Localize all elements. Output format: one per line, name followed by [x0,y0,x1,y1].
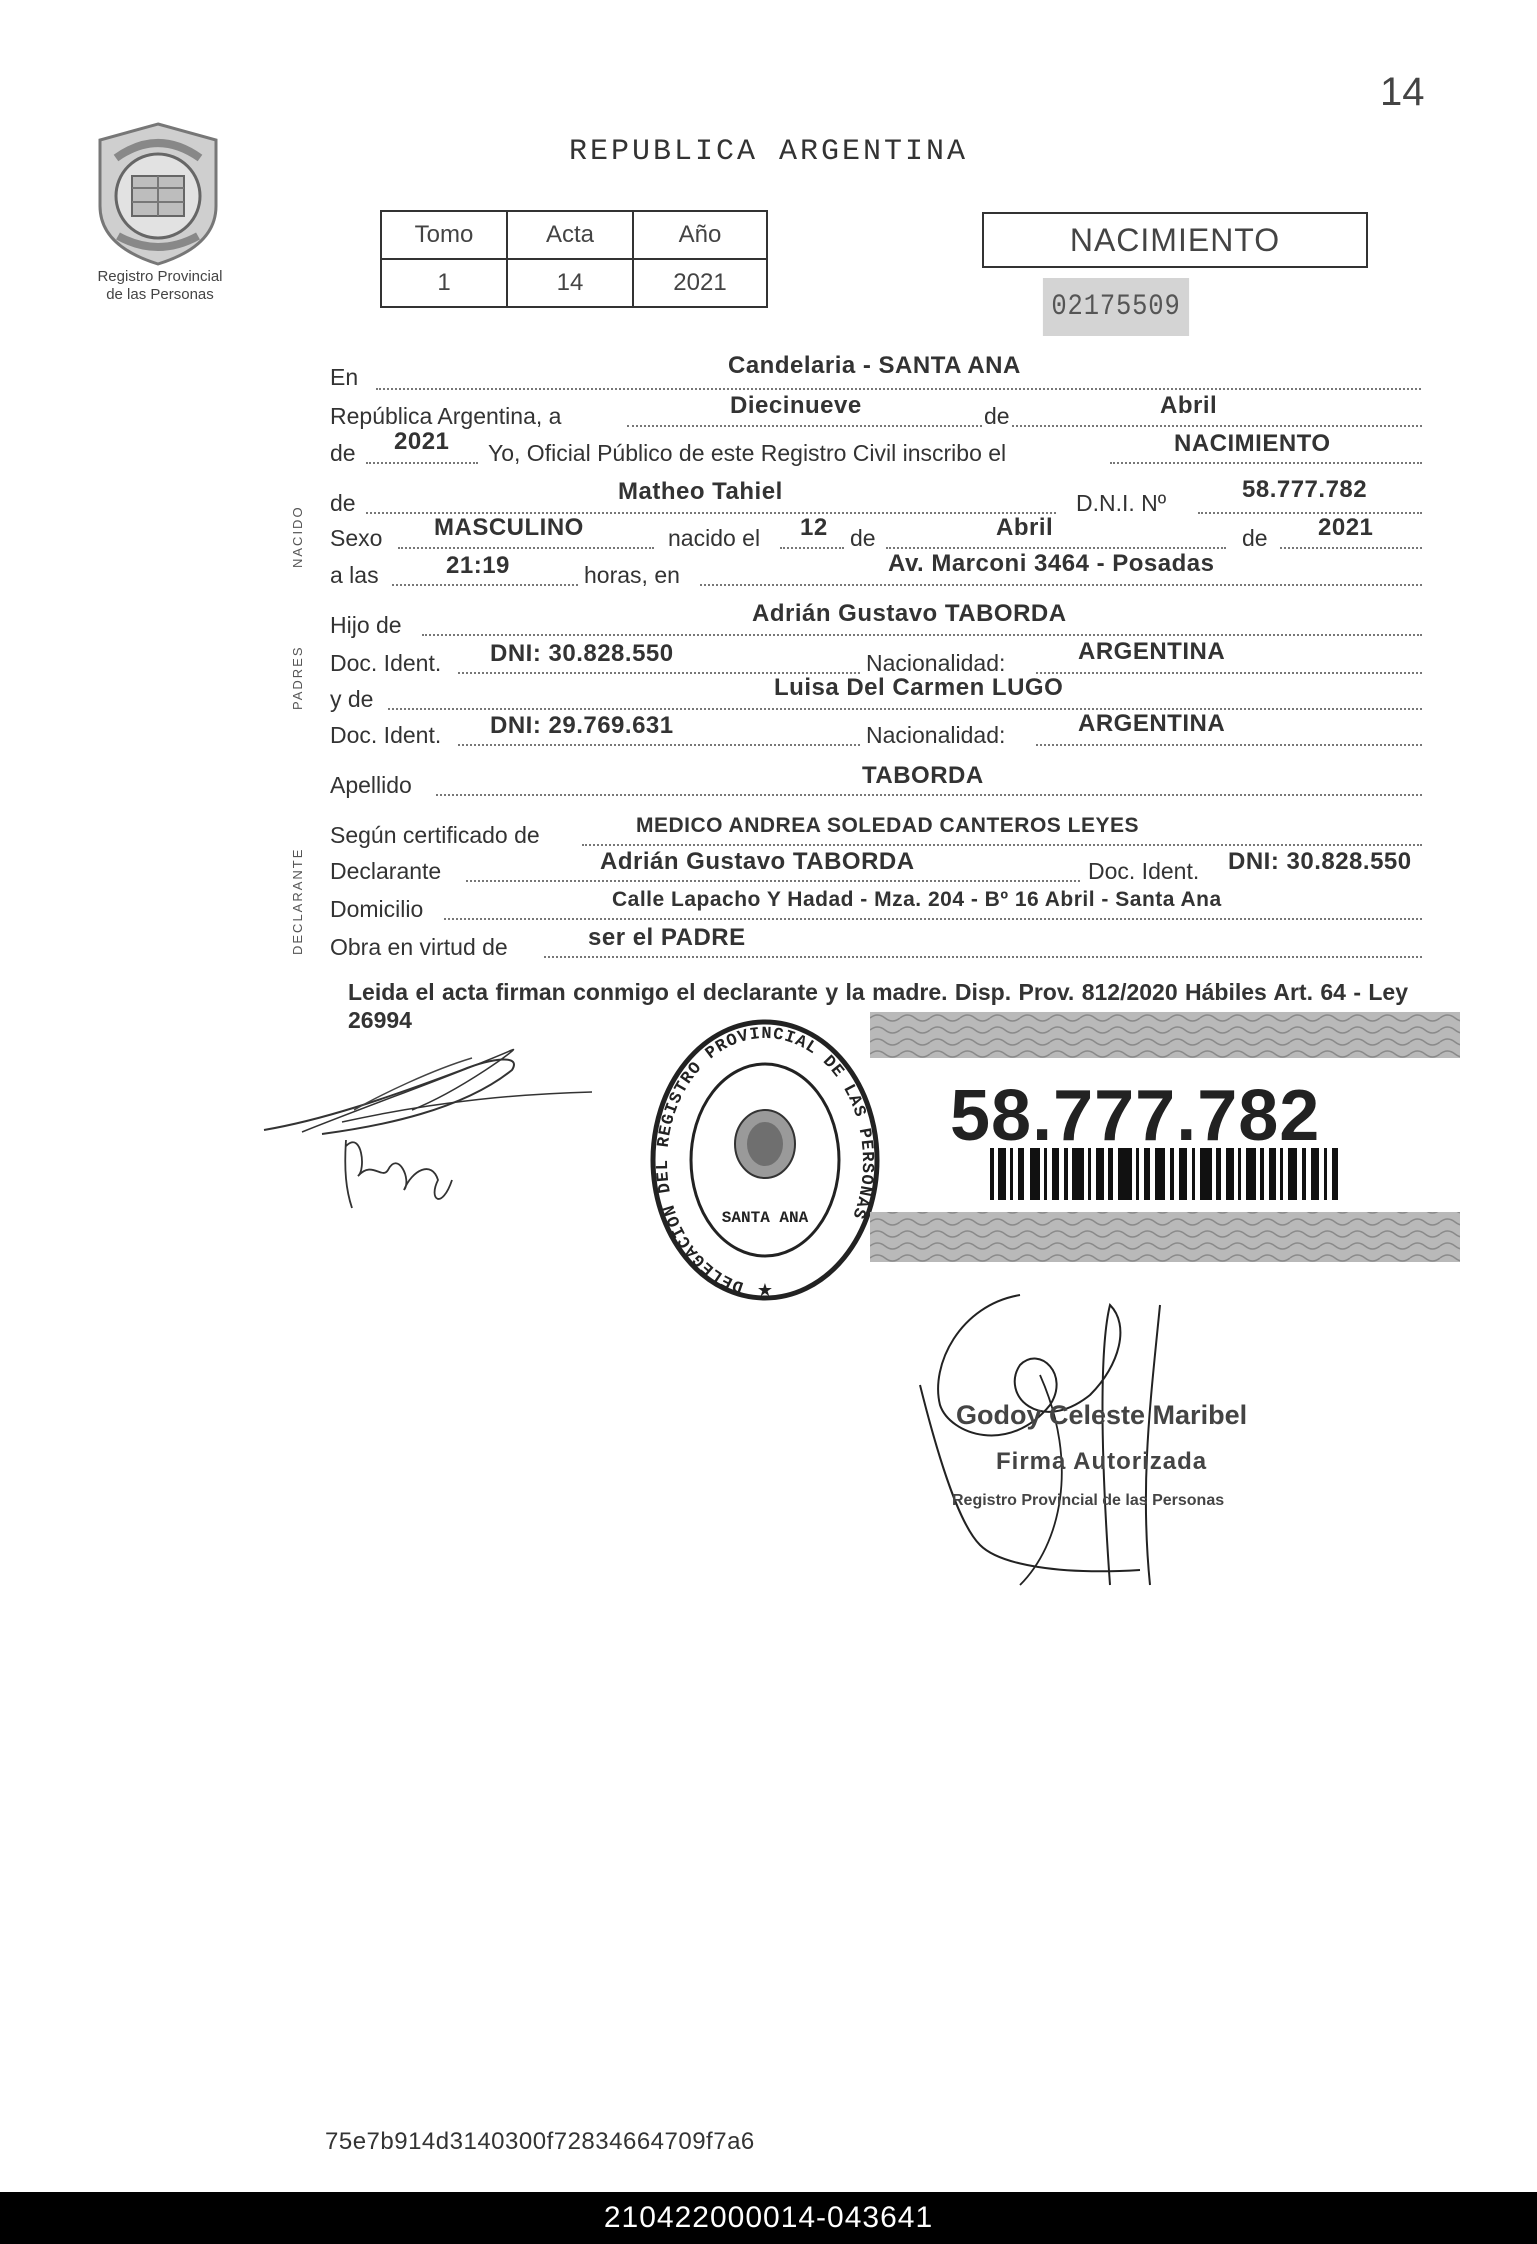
label-doc-declarante: Doc. Ident. [1088,858,1200,884]
dotted-line [388,708,1422,710]
label-domicilio: Domicilio [330,896,424,922]
label-hijo: Hijo de [330,612,402,638]
record-table-header-row [381,211,767,259]
declarant-signature [262,1030,602,1230]
value-act-type: NACIMIENTO [1174,430,1331,457]
dotted-line [376,388,1421,390]
value-domicilio: Calle Lapacho Y Hadad - Mza. 204 - Bº 16 Abril - Santa Ana [612,888,1222,911]
value-mother-nationality: ARGENTINA [1078,710,1226,737]
dotted-line [780,547,844,549]
label-doc-father: Doc. Ident. [330,650,442,676]
dotted-line [422,634,1422,636]
section-label-declarante: DECLARANTE [290,847,305,955]
official-seal [640,1010,890,1310]
label-nacido: nacido el [668,525,761,551]
value-birth-place: Av. Marconi 3464 - Posadas [888,550,1215,577]
label-obra: Obra en virtud de [330,934,508,960]
value-month: Abril [1160,392,1218,419]
record-type-box: NACIMIENTO [982,212,1368,268]
dotted-line [886,547,1226,549]
dotted-line [466,880,1080,882]
value-mother-doc: DNI: 29.769.631 [490,712,674,739]
value-declarante: Adrián Gustavo TABORDA [600,848,915,875]
value-birth-time: 21:19 [446,552,510,579]
dotted-line [366,462,478,464]
footer-code: 210422000014-043641 [0,2192,1537,2244]
dotted-line [544,956,1422,958]
dotted-line [458,744,860,746]
label-doc-mother: Doc. Ident. [330,722,442,748]
registry-caption-line1: Registro Provincial [97,268,223,285]
value-anio: 2021 [633,259,767,307]
header-anio: Año [633,211,767,259]
dotted-line [1198,512,1422,514]
value-mother-name: Luisa Del Carmen LUGO [774,674,1064,701]
value-father-doc: DNI: 30.828.550 [490,640,674,667]
label-alas: a las [330,562,379,588]
label-sexo: Sexo [330,525,383,551]
authority-office: Registro Provincial de las Personas [952,1492,1225,1509]
label-de-year: de [330,440,356,466]
label-de: de [984,403,1010,429]
authority-role: Firma Autorizada [996,1448,1208,1475]
label-nac-mother: Nacionalidad: [866,722,1006,748]
header-tomo: Tomo [381,211,507,259]
value-declarante-doc: DNI: 30.828.550 [1228,848,1412,875]
value-acta: 14 [507,259,633,307]
page-number: 14 [1380,70,1425,114]
value-birth-day: 12 [800,514,828,541]
record-table-value-row [381,259,767,307]
dotted-line [1036,744,1422,746]
value-birth-month: Abril [996,514,1054,541]
serial-number: 02175509 [1043,278,1189,336]
label-dni: D.N.I. Nº [1076,490,1167,516]
barcode-number: 58.777.782 [950,1076,1321,1156]
document-hash: 75e7b914d3140300f72834664709f7a6 [325,2128,755,2155]
value-day: Diecinueve [730,392,862,419]
dotted-line [398,547,654,549]
value-obra: ser el PADRE [588,924,746,951]
document-title: REPUBLICA ARGENTINA [568,135,969,169]
value-sexo: MASCULINO [434,514,584,541]
label-nac-father: Nacionalidad: [866,650,1006,676]
value-child-dni: 58.777.782 [1242,476,1368,503]
label-horas: horas, en [584,562,680,588]
label-de-name: de [330,490,356,516]
dotted-line [392,584,578,586]
value-birth-year: 2021 [1318,514,1374,541]
value-father-name: Adrián Gustavo TABORDA [752,600,1067,627]
label-apellido: Apellido [330,772,412,798]
dotted-line [582,844,1422,846]
seal-star-icon: ★ [756,1280,774,1300]
label-republica: República Argentina, a [330,403,562,429]
value-apellido: TABORDA [862,762,984,789]
registry-caption [60,268,260,304]
dotted-line [1036,672,1422,674]
authority-name: Godoy Celeste Maribel [956,1400,1248,1430]
label-certificado: Según certificado de [330,822,540,848]
section-label-nacido: NACIDO [290,505,305,568]
dotted-line [627,425,1422,427]
value-certificado: MEDICO ANDREA SOLEDAD CANTEROS LEYES [636,814,1139,837]
seal-center-text: SANTA ANA [721,1209,809,1227]
value-year: 2021 [394,428,450,455]
value-tomo: 1 [381,259,507,307]
value-child-name: Matheo Tahiel [618,478,783,505]
dotted-line [1280,547,1422,549]
dotted-line [700,584,1422,586]
label-de-birth-month: de [850,525,876,551]
header-acta: Acta [507,211,633,259]
record-table [380,210,768,308]
value-father-nationality: ARGENTINA [1078,638,1226,665]
authority-signature [900,1285,1260,1605]
label-declarante: Declarante [330,858,442,884]
seal-ring-text: DELEGACION DEL REGISTRO PROVINCIAL DE LAS PERSONAS [653,1024,877,1296]
label-oficial: Yo, Oficial Público de este Registro Civil inscribo el [488,440,1007,466]
section-label-padres: PADRES [290,645,305,710]
dotted-line [1110,462,1422,464]
label-de-birth-year: de [1242,525,1268,551]
dotted-line [436,794,1422,796]
registry-caption-line2: de las Personas [106,286,214,303]
label-en: En [330,364,359,390]
closing-note: Leida el acta firman conmigo el declarante y la madre. Disp. Prov. 812/2020 Hábiles Art. 64 - Ley 26994 [348,979,1408,1033]
value-place-registry: Candelaria - SANTA ANA [728,352,1021,379]
label-yde: y de [330,686,374,712]
dotted-line [444,918,1422,920]
